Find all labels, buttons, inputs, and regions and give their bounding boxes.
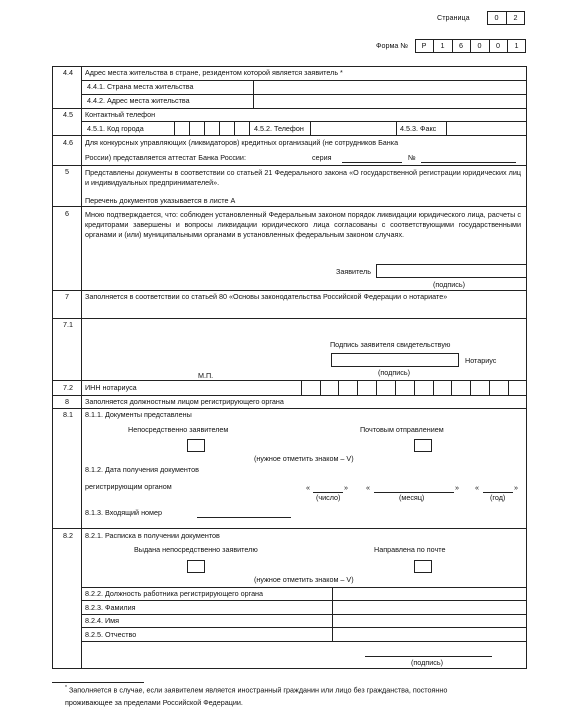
page-digit: 0 bbox=[494, 13, 499, 22]
row-number: 8 bbox=[65, 397, 69, 406]
series-label: серия bbox=[312, 153, 332, 162]
certify-label: Подпись заявителя свидетельствую bbox=[330, 340, 451, 349]
liquidator-text: Для конкурсных управляющих (ликвидаторов) кредитных организаций (не сотрудников Банка bbox=[85, 138, 399, 147]
page-label: Страница bbox=[437, 13, 470, 22]
surname-label: 8.2.3. Фамилия bbox=[85, 603, 136, 612]
phone-field[interactable] bbox=[311, 122, 395, 134]
receipt-date-label: регистрирующим органом bbox=[85, 482, 172, 491]
sent-by-mail-checkbox[interactable] bbox=[414, 560, 432, 573]
row-number: 7 bbox=[65, 292, 69, 301]
fax-field[interactable] bbox=[447, 122, 526, 134]
in-person-label: Непосредственно заявителем bbox=[128, 425, 229, 434]
issued-in-person-label: Выдана непосредственно заявителю bbox=[134, 545, 258, 554]
in-person-checkbox[interactable] bbox=[187, 439, 205, 452]
by-mail-checkbox[interactable] bbox=[414, 439, 432, 452]
country-label: 4.4.1. Страна места жительства bbox=[87, 82, 194, 91]
receipt-label: 8.2.1. Расписка в получении документов bbox=[85, 531, 220, 540]
mark-note: (нужное отметить знаком – V) bbox=[254, 575, 354, 584]
position-field[interactable] bbox=[333, 588, 526, 599]
name-field[interactable] bbox=[333, 615, 526, 626]
form-label: Форма № bbox=[376, 41, 409, 50]
signature-caption: (подпись) bbox=[433, 280, 465, 289]
footnote-line: Заполняется в случае, если заявителем является иностранный гражданин или лицо без гражданства, постоянно bbox=[68, 685, 448, 695]
applicant-signature-field[interactable] bbox=[376, 264, 527, 278]
notary-signature-field[interactable] bbox=[331, 353, 459, 367]
seal-label: М.П. bbox=[198, 371, 214, 380]
day-caption: (число) bbox=[316, 493, 341, 502]
quote-open: « bbox=[366, 483, 370, 492]
mark-note: (нужное отметить знаком – V) bbox=[254, 454, 354, 463]
incoming-number-field[interactable] bbox=[197, 517, 291, 518]
row-number: 8.1 bbox=[63, 410, 73, 419]
month-caption: (месяц) bbox=[399, 493, 425, 502]
official-heading: Заполняется должностным лицом регистрирующего органа bbox=[85, 397, 284, 406]
documents-text: Представлены документы в соответствии со статьей 21 Федерального закона «О государственной регистрации юридических лиц и индивидуальных предпринимателей». bbox=[85, 168, 521, 188]
notary-inn-label: ИНН нотариуса bbox=[85, 383, 137, 392]
liquidator-text: России) представляется аттестат Банка России: bbox=[85, 153, 246, 162]
row-number: 6 bbox=[65, 209, 69, 218]
row-number: 5 bbox=[65, 167, 69, 176]
row-number: 4.4 bbox=[63, 68, 73, 77]
page-digit: 2 bbox=[513, 13, 518, 22]
quote-open: « bbox=[306, 483, 310, 492]
form-digit: 0 bbox=[496, 41, 500, 50]
quote-close: » bbox=[344, 483, 348, 492]
footnote-star: * bbox=[65, 685, 67, 691]
city-code-label: 4.5.1. Код города bbox=[87, 124, 144, 133]
row-number: 8.2 bbox=[63, 531, 73, 540]
applicant-label: Заявитель bbox=[336, 267, 371, 276]
name-label: 8.2.4. Имя bbox=[85, 616, 119, 625]
address-field[interactable] bbox=[254, 95, 526, 107]
row-number: 4.6 bbox=[63, 138, 73, 147]
form-digit: Р bbox=[421, 41, 427, 50]
certificate-number-field[interactable] bbox=[421, 162, 516, 163]
surname-field[interactable] bbox=[333, 601, 526, 613]
quote-close: » bbox=[455, 483, 459, 492]
notary-heading: Заполняется в соответствии со статьей 80 «Основы законодательства Российской Федерации о нотариате» bbox=[85, 292, 448, 301]
row-number: 7.2 bbox=[63, 383, 73, 392]
documents-list-note: Перечень документов указывается в листе А bbox=[85, 196, 236, 205]
receipt-date-label: 8.1.2. Дата получения документов bbox=[85, 465, 199, 474]
patronymic-label: 8.2.5. Отчество bbox=[85, 630, 137, 639]
number-label: № bbox=[408, 153, 416, 162]
signature-caption: (подпись) bbox=[411, 658, 443, 667]
fax-label: 4.5.3. Факс bbox=[400, 124, 437, 133]
patronymic-field[interactable] bbox=[333, 628, 526, 640]
country-field[interactable] bbox=[254, 81, 526, 93]
position-label: 8.2.2. Должность работника регистрирующего органа bbox=[85, 589, 264, 598]
form-digit: 1 bbox=[514, 41, 519, 50]
notary-label: Нотариус bbox=[465, 356, 497, 365]
signature-caption: (подпись) bbox=[378, 368, 410, 377]
phone-label: 4.5.2. Телефон bbox=[254, 124, 304, 133]
footnote-divider bbox=[52, 682, 144, 683]
city-code-field[interactable] bbox=[175, 122, 249, 134]
quote-close: » bbox=[514, 483, 518, 492]
form-digit: 0 bbox=[477, 41, 482, 50]
issued-in-person-checkbox[interactable] bbox=[187, 560, 205, 573]
official-signature-field[interactable] bbox=[365, 656, 492, 657]
by-mail-label: Почтовым отправлением bbox=[360, 425, 444, 434]
docs-submitted-label: 8.1.1. Документы представлены bbox=[85, 410, 192, 419]
form-digit: 6 bbox=[459, 41, 463, 50]
row-number: 7.1 bbox=[63, 320, 73, 329]
year-caption: (год) bbox=[490, 493, 506, 502]
quote-open: « bbox=[475, 483, 479, 492]
series-field[interactable] bbox=[342, 162, 402, 163]
address-heading: Адрес места жительства в стране, резидентом которой является заявитель * bbox=[85, 68, 343, 77]
phone-heading: Контактный телефон bbox=[85, 110, 156, 119]
row-number: 4.5 bbox=[63, 110, 73, 119]
address-label: 4.4.2. Адрес места жительства bbox=[87, 96, 190, 105]
form-digit: 1 bbox=[440, 41, 445, 50]
footnote-text bbox=[65, 686, 447, 695]
incoming-number-label: 8.1.3. Входящий номер bbox=[85, 508, 162, 517]
footnote-line: проживающее за пределами Российской Федерации. bbox=[65, 698, 243, 707]
confirmation-text: Мною подтверждается, что: соблюден установленный Федеральным законом порядок ликвидации юридического лица, расчеты с кредиторами завершены и вопросы ликвидации юридического лица согласованы с соответствующими государственными органами и (или) муниципальными органами в установленных федеральным законом случаях. bbox=[85, 210, 521, 240]
sent-by-mail-label: Направлена по почте bbox=[374, 545, 446, 554]
